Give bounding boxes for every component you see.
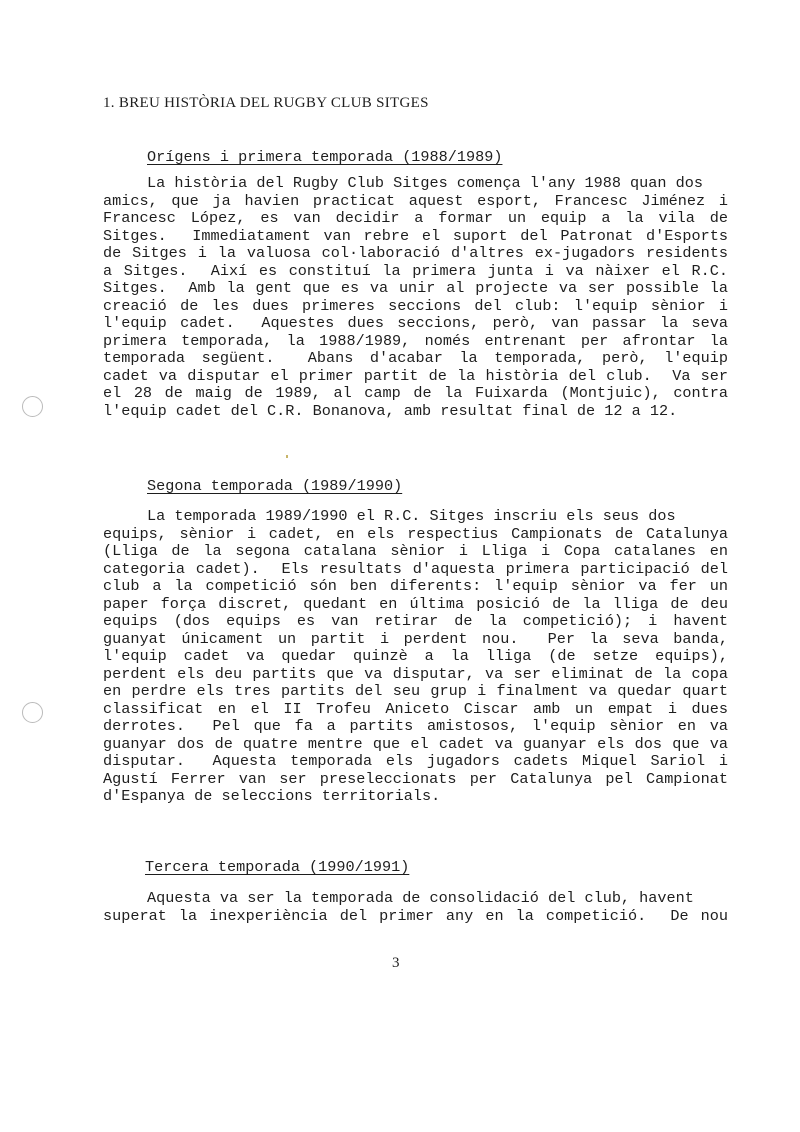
- text-line: guanyar dos de quatre mentre que el cadet va guanyar els dos que va: [103, 734, 728, 753]
- text-line: club a la competició són ben diferents: l'equip sènior va fer un: [103, 577, 728, 595]
- text-line: el 28 de maig de 1989, al camp de la Fuixarda (Montjuic), contra: [103, 384, 728, 402]
- text-line: Francesc López, es van decidir a formar un equip a la vila de: [103, 209, 728, 227]
- punch-hole-lower: [22, 702, 43, 723]
- text-line: Sitges. Amb la gent que es va unir al projecte va ser possible la: [103, 279, 728, 297]
- scan-speck: [286, 455, 288, 458]
- section-body-origins: [103, 175, 728, 420]
- text-line: a Sitges. Així es constituí la primera junta i va nàixer el R.C.: [103, 261, 728, 280]
- text-line: l'equip cadet del C.R. Bonanova, amb resultat final de 12 a 12.: [103, 401, 678, 420]
- section-title-origins: Orígens i primera temporada (1988/1989): [147, 148, 503, 166]
- text-line: perdent els deu partits que va disputar, va ser eliminat de la copa: [103, 664, 728, 683]
- text-line: equips, sènior i cadet, en els respectius Campionats de Catalunya: [103, 524, 728, 543]
- text-line: temporada següent. Abans d'acabar la temporada, però, l'equip: [103, 349, 728, 367]
- chapter-title: 1. BREU HISTÒRIA DEL RUGBY CLUB SITGES: [103, 95, 429, 111]
- section-body-third-season: [103, 890, 728, 925]
- text-line: l'equip cadet va quedar quinzè a la lliga (de setze equips),: [103, 647, 728, 665]
- section-title-second-season: Segona temporada (1989/1990): [147, 477, 403, 495]
- text-line: La temporada 1989/1990 el R.C. Sitges inscriu els seus dos: [147, 507, 676, 525]
- text-line: Agustí Ferrer van ser preseleccionats per Catalunya pel Campionat: [103, 769, 728, 788]
- text-line: Aquesta va ser la temporada de consolidació del club, havent: [147, 889, 694, 907]
- text-line: La història del Rugby Club Sitges comença l'any 1988 quan dos: [147, 174, 703, 192]
- text-line: categoria cadet). Els resultats d'aquesta primera participació del: [103, 559, 728, 578]
- text-line: disputar. Aquesta temporada els jugadors cadets Miquel Sariol i: [103, 752, 728, 770]
- text-line: de Sitges i la valuosa col·laboració d'altres ex-jugadors residents: [103, 244, 728, 262]
- text-line: en perdre els tres partits del seu grup i finalment va quedar quart: [103, 682, 728, 700]
- section-body-second-season: [103, 508, 728, 806]
- text-line: primera temporada, la 1988/1989, només entrenant per afrontar la: [103, 331, 728, 350]
- text-line: (Lliga de la segona catalana sènior i Lliga i Copa catalanes en: [103, 542, 728, 560]
- text-line: Sitges. Immediatament van rebre el suport del Patronat d'Esports: [103, 226, 728, 245]
- text-line: guanyat únicament un partit i perdent nou. Per la seva banda,: [103, 629, 728, 648]
- text-line: amics, que ja havien practicat aquest esport, Francesc Jiménez i: [103, 191, 728, 210]
- text-line: l'equip cadet. Aquestes dues seccions, però, van passar la seva: [103, 314, 728, 332]
- text-line: classificat en el II Trofeu Aniceto Ciscar amb un empat i dues: [103, 699, 728, 718]
- text-line: derrotes. Pel que fa a partits amistosos, l'equip sènior en va: [103, 717, 728, 735]
- text-line: d'Espanya de seleccions territorials.: [103, 787, 441, 805]
- page-number: 3: [392, 955, 400, 971]
- text-line: creació de les dues primeres seccions del club: l'equip sènior i: [103, 296, 728, 315]
- text-line: paper força discret, quedant en última posició de la lliga de deu: [103, 594, 728, 613]
- punch-hole-upper: [22, 396, 43, 417]
- text-line: cadet va disputar el primer partit de la història del club. Va ser: [103, 366, 728, 385]
- section-title-third-season: Tercera temporada (1990/1991): [145, 858, 410, 876]
- text-line: superat la inexperiència del primer any en la competició. De nou: [103, 906, 728, 925]
- text-line: equips (dos equips es van retirar de la competició); i havent: [103, 612, 728, 630]
